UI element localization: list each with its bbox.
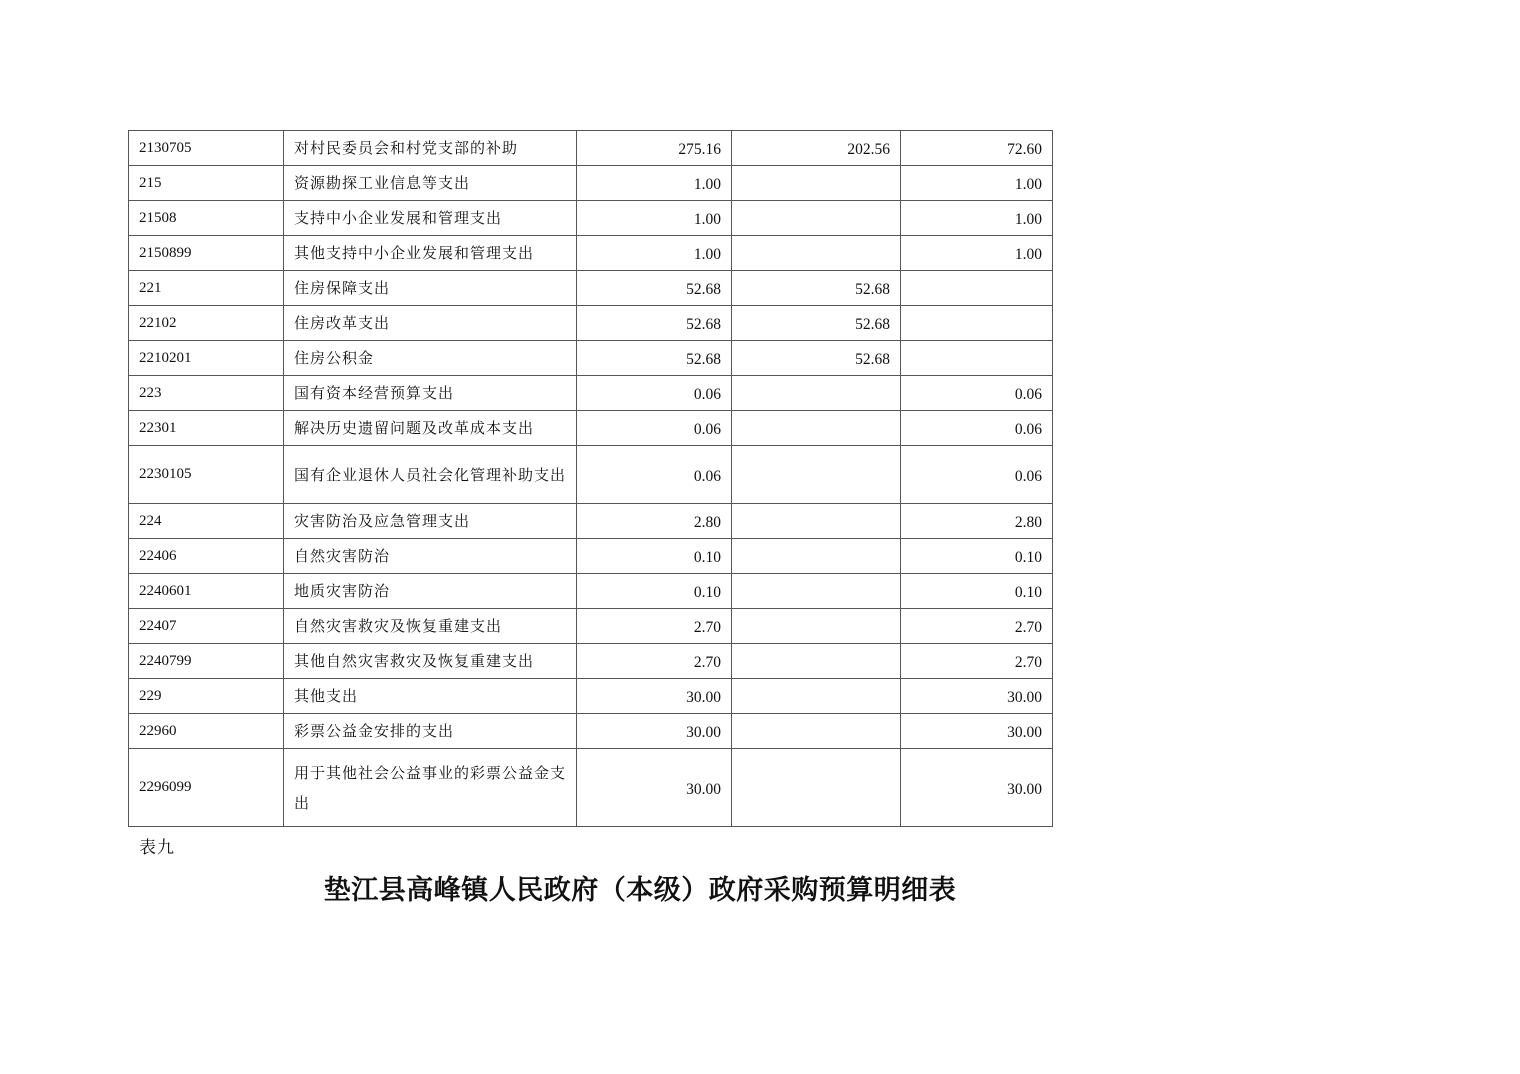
- account-name-cell: 地质灾害防治: [284, 574, 577, 609]
- account-code-cell: 2240799: [129, 644, 284, 679]
- account-code-cell: 22406: [129, 539, 284, 574]
- project-expenditure-cell: 0.10: [901, 539, 1053, 574]
- account-name-cell: 灾害防治及应急管理支出: [284, 504, 577, 539]
- account-code-cell: 2130705: [129, 131, 284, 166]
- basic-expenditure-cell: [732, 714, 901, 749]
- account-name-cell: 住房公积金: [284, 341, 577, 376]
- table-row: [129, 679, 1053, 714]
- project-expenditure-cell: 2.70: [901, 609, 1053, 644]
- account-name-cell: 国有企业退休人员社会化管理补助支出: [284, 446, 577, 504]
- table-row: [129, 574, 1053, 609]
- project-expenditure-cell: [901, 341, 1053, 376]
- total-amount-cell: 0.10: [577, 539, 732, 574]
- account-name-cell: 其他支出: [284, 679, 577, 714]
- account-name-cell: 国有资本经营预算支出: [284, 376, 577, 411]
- basic-expenditure-cell: [732, 446, 901, 504]
- project-expenditure-cell: 30.00: [901, 679, 1053, 714]
- basic-expenditure-cell: [732, 504, 901, 539]
- account-code-cell: 229: [129, 679, 284, 714]
- total-amount-cell: 2.70: [577, 644, 732, 679]
- account-name-cell: 其他自然灾害救灾及恢复重建支出: [284, 644, 577, 679]
- total-amount-cell: 0.10: [577, 574, 732, 609]
- account-code-cell: 215: [129, 166, 284, 201]
- project-expenditure-cell: 0.06: [901, 376, 1053, 411]
- account-code-cell: 2230105: [129, 446, 284, 504]
- basic-expenditure-cell: [732, 376, 901, 411]
- basic-expenditure-cell: 52.68: [732, 341, 901, 376]
- table-row: [129, 236, 1053, 271]
- account-name-cell: 住房改革支出: [284, 306, 577, 341]
- project-expenditure-cell: 1.00: [901, 166, 1053, 201]
- project-expenditure-cell: 0.06: [901, 411, 1053, 446]
- account-code-cell: 22960: [129, 714, 284, 749]
- basic-expenditure-cell: [732, 539, 901, 574]
- table-row: [129, 341, 1053, 376]
- total-amount-cell: 52.68: [577, 306, 732, 341]
- project-expenditure-cell: 30.00: [901, 714, 1053, 749]
- table-row: [129, 644, 1053, 679]
- account-name-cell: 彩票公益金安排的支出: [284, 714, 577, 749]
- basic-expenditure-cell: [732, 679, 901, 714]
- total-amount-cell: 1.00: [577, 201, 732, 236]
- total-amount-cell: 0.06: [577, 411, 732, 446]
- account-code-cell: 22102: [129, 306, 284, 341]
- page-title: 垫江县高峰镇人民政府（本级）政府采购预算明细表: [323, 875, 957, 906]
- account-code-cell: 224: [129, 504, 284, 539]
- project-expenditure-cell: [901, 271, 1053, 306]
- total-amount-cell: 2.70: [577, 609, 732, 644]
- account-code-cell: 22301: [129, 411, 284, 446]
- account-name-cell: 资源勘探工业信息等支出: [284, 166, 577, 201]
- project-expenditure-cell: 1.00: [901, 201, 1053, 236]
- total-amount-cell: 30.00: [577, 679, 732, 714]
- basic-expenditure-cell: [732, 749, 901, 827]
- table-row: [129, 749, 1053, 827]
- project-expenditure-cell: 2.80: [901, 504, 1053, 539]
- account-code-cell: 2296099: [129, 749, 284, 827]
- account-name-cell: 对村民委员会和村党支部的补助: [284, 131, 577, 166]
- account-name-cell: 住房保障支出: [284, 271, 577, 306]
- basic-expenditure-cell: [732, 411, 901, 446]
- basic-expenditure-cell: [732, 644, 901, 679]
- account-name-cell: 用于其他社会公益事业的彩票公益金支出: [284, 749, 577, 827]
- basic-expenditure-cell: 52.68: [732, 306, 901, 341]
- budget-table: [128, 130, 1053, 827]
- table-row: [129, 539, 1053, 574]
- account-code-cell: 223: [129, 376, 284, 411]
- account-name-cell: 解决历史遗留问题及改革成本支出: [284, 411, 577, 446]
- table-row: [129, 504, 1053, 539]
- account-name-cell: 自然灾害救灾及恢复重建支出: [284, 609, 577, 644]
- table-row: [129, 609, 1053, 644]
- total-amount-cell: 0.06: [577, 376, 732, 411]
- account-code-cell: 21508: [129, 201, 284, 236]
- project-expenditure-cell: 2.70: [901, 644, 1053, 679]
- basic-expenditure-cell: [732, 236, 901, 271]
- table-row: [129, 131, 1053, 166]
- account-code-cell: 2210201: [129, 341, 284, 376]
- account-code-cell: 2240601: [129, 574, 284, 609]
- project-expenditure-cell: 0.10: [901, 574, 1053, 609]
- table-row: [129, 376, 1053, 411]
- account-code-cell: 22407: [129, 609, 284, 644]
- table-row: [129, 201, 1053, 236]
- basic-expenditure-cell: [732, 609, 901, 644]
- total-amount-cell: 30.00: [577, 749, 732, 827]
- total-amount-cell: 2.80: [577, 504, 732, 539]
- project-expenditure-cell: 30.00: [901, 749, 1053, 827]
- account-code-cell: 2150899: [129, 236, 284, 271]
- project-expenditure-cell: 0.06: [901, 446, 1053, 504]
- total-amount-cell: 52.68: [577, 341, 732, 376]
- basic-expenditure-cell: [732, 201, 901, 236]
- budget-table-body: [129, 131, 1053, 827]
- account-name-cell: 支持中小企业发展和管理支出: [284, 201, 577, 236]
- table-row: [129, 411, 1053, 446]
- table-row: [129, 306, 1053, 341]
- total-amount-cell: 1.00: [577, 166, 732, 201]
- account-name-cell: 其他支持中小企业发展和管理支出: [284, 236, 577, 271]
- table-label: 表九: [139, 838, 175, 858]
- project-expenditure-cell: 72.60: [901, 131, 1053, 166]
- account-code-cell: 221: [129, 271, 284, 306]
- basic-expenditure-cell: 52.68: [732, 271, 901, 306]
- project-expenditure-cell: 1.00: [901, 236, 1053, 271]
- basic-expenditure-cell: 202.56: [732, 131, 901, 166]
- table-row: [129, 446, 1053, 504]
- basic-expenditure-cell: [732, 166, 901, 201]
- project-expenditure-cell: [901, 306, 1053, 341]
- total-amount-cell: 1.00: [577, 236, 732, 271]
- table-row: [129, 714, 1053, 749]
- table-row: [129, 271, 1053, 306]
- table-row: [129, 166, 1053, 201]
- total-amount-cell: 0.06: [577, 446, 732, 504]
- total-amount-cell: 52.68: [577, 271, 732, 306]
- account-name-cell: 自然灾害防治: [284, 539, 577, 574]
- total-amount-cell: 275.16: [577, 131, 732, 166]
- basic-expenditure-cell: [732, 574, 901, 609]
- total-amount-cell: 30.00: [577, 714, 732, 749]
